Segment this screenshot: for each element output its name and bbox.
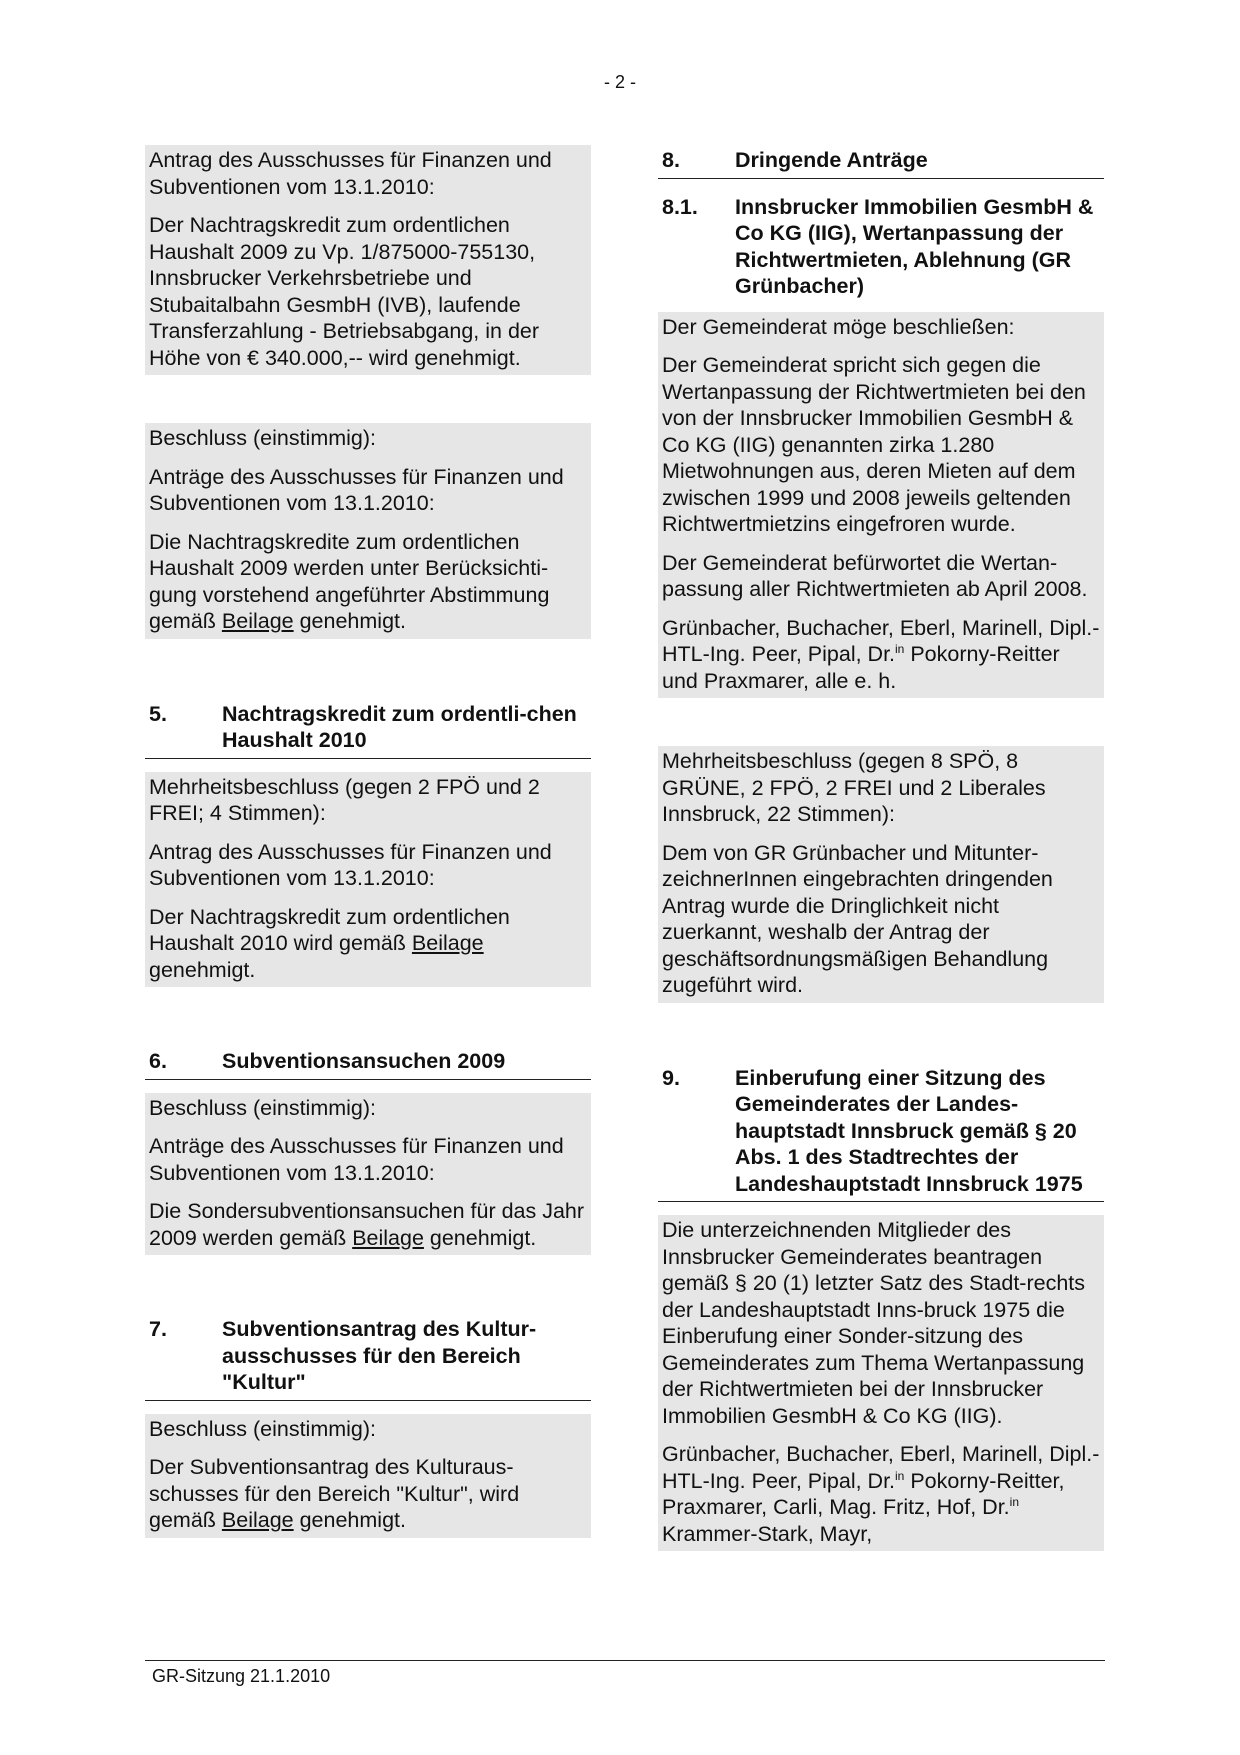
section-6-title: Subventionsansuchen 2009 [222, 1049, 506, 1073]
mehrheitsbeschluss-label: Mehrheitsbeschluss (gegen 8 SPÖ, 8 GRÜNE, 2 FPÖ, 2 FREI und 2 Liberales Innsbruck, 22 Stimmen): [662, 749, 1046, 826]
beschluss-box [145, 423, 591, 639]
section-7-heading [145, 1314, 591, 1401]
section-8-1-text-2: Der Gemeinderat befürwortet die Wertan-passung aller Richtwertmieten ab April 2008. [662, 550, 1088, 601]
section-6-box [145, 1093, 591, 1256]
section-9-heading [658, 1063, 1104, 1203]
section-6-text: Die Sondersubventionsansuchen für das Jahr 2009 werden gemäß Beilage genehmigt. [149, 1199, 585, 1250]
section-7-box [145, 1414, 591, 1538]
section-5-antrag: Antrag des Ausschusses für Finanzen und Subventionen vom 13.1.2010: [149, 839, 552, 890]
section-5-box [145, 772, 591, 988]
beilage-link[interactable]: Beilage [411, 931, 484, 955]
section-6-beschluss: Beschluss (einstimmig): [149, 1095, 376, 1120]
section-8-1-box [658, 312, 1104, 699]
section-5-heading [145, 699, 591, 759]
section-8-number: 8. [662, 148, 680, 172]
antrag-heading: Antrag des Ausschusses für Finanzen und Subventionen vom 13.1.2010: [149, 148, 552, 199]
section-8-1-title: Innsbrucker Immobilien GesmbH & Co KG (IIG), Wertanpassung der Richtwertmieten, Ablehnung (GR Grünbacher) [735, 194, 1094, 298]
mehrheitsbeschluss-box [658, 746, 1104, 1003]
section-9-box [658, 1215, 1104, 1551]
section-6-heading [145, 1046, 591, 1080]
mehrheitsbeschluss-text: Dem von GR Grünbacher und Mitunter-zeichnerInnen eingebrachten dringenden Antrag wurde die Dringlichkeit nicht zuerkannt, weshalb der Antrag der geschäftsordnungsmäßigen Behandlung zugeführt wird. [662, 840, 1053, 997]
section-8-1-number: 8.1. [662, 194, 698, 219]
antrag-box-top [145, 145, 591, 375]
section-7-text: Der Subventionsantrag des Kulturaus-schusses für den Bereich "Kultur", wird gemäß Beilage genehmigt. [149, 1455, 520, 1532]
beilage-link[interactable]: Beilage [221, 609, 294, 633]
left-column [145, 145, 591, 1538]
footer-text: GR-Sitzung 21.1.2010 [152, 1666, 331, 1686]
section-8-1-signatories: Grünbacher, Buchacher, Eberl, Marinell, Dipl.-HTL-Ing. Peer, Pipal, Dr.$^{in}$ Pokorny-Reitter und Praxmarer, alle e. h. [662, 615, 1100, 693]
beschluss-antrag: Anträge des Ausschusses für Finanzen und Subventionen vom 13.1.2010: [149, 464, 564, 515]
right-column [658, 145, 1104, 1551]
page-number: - 2 - [603, 72, 636, 92]
beschluss-label: Beschluss (einstimmig): [149, 426, 376, 450]
section-7-beschluss: Beschluss (einstimmig): [149, 1416, 376, 1441]
beilage-link[interactable]: Beilage [352, 1225, 424, 1250]
section-9-title: Einberufung einer Sitzung des Gemeinderates der Landes-hauptstadt Innsbruck gemäß § 20 Abs. 1 des Stadtrechtes der Landeshauptstadt Innsbruck 1975 [735, 1065, 1083, 1196]
section-8-heading [658, 145, 1104, 179]
section-8-title: Dringende Anträge [735, 148, 928, 172]
section-6-number: 6. [149, 1049, 167, 1073]
section-9-text: Die unterzeichnenden Mitglieder des Innsbrucker Gemeinderates beantragen gemäß § 20 (1) letzter Satz des Stadt-rechts der Landeshauptstadt Inns-bruck 1975 die Einberufung einer Sonder-sitzung des Gemeinderates zum Thema Wertanpassung der Richtwertmieten bei der Innsbrucker Immobilien GesmbH & Co KG (IIG). [662, 1218, 1086, 1428]
section-5-number: 5. [149, 701, 167, 726]
section-5-text: Der Nachtragskredit zum ordentlichen Haushalt 2010 wird gemäß Beilage genehmigt. [149, 904, 510, 982]
section-8-1-intro: Der Gemeinderat möge beschließen: [662, 314, 1015, 339]
section-8-1-heading [658, 192, 1104, 304]
section-9-signatories: Grünbacher, Buchacher, Eberl, Marinell, Dipl.-HTL-Ing. Peer, Pipal, Dr.$^{in}$ Pokorny-Reitter, Praxmarer, Carli, Mag. Fritz, Hof, Dr.$^{in}$ Krammer-Stark, Mayr, [662, 1442, 1100, 1546]
antrag-text: Der Nachtragskredit zum ordentlichen Haushalt 2009 zu Vp. 1/875000-755130, Innsbrucker Verkehrsbetriebe und Stubaitalbahn GesmbH (IVB), laufende Transferzahlung - Betriebsabgang, in der Höhe von € 340.000,-- wird genehmigt. [149, 213, 540, 370]
section-7-number: 7. [149, 1317, 167, 1341]
section-8-1-text: Der Gemeinderat spricht sich gegen die Wertanpassung der Richtwertmieten bei den von der Innsbrucker Immobilien GesmbH & Co KG (IIG) genannten zirka 1.280 Mietwohnungen aus, deren Mieten auf dem zwischen 1999 und 2008 jeweils geltenden Richtwertmietzins eingefroren wurde. [662, 353, 1086, 536]
section-9-number: 9. [662, 1065, 680, 1090]
section-5-title: Nachtragskredit zum ordentli-chen Haushalt 2010 [222, 701, 577, 752]
section-7-title: Subventionsantrag des Kultur-ausschusses für den Bereich "Kultur" [222, 1317, 537, 1394]
section-5-beschluss: Mehrheitsbeschluss (gegen 2 FPÖ und 2 FREI; 4 Stimmen): [149, 774, 540, 825]
beilage-link[interactable]: Beilage [221, 1508, 294, 1532]
beschluss-text: Die Nachtragskredite zum ordentlichen Haushalt 2009 werden unter Berücksichti-gung vorstehend angeführter Abstimmung gemäß Beilage genehmigt. [149, 529, 550, 633]
section-6-antrag: Anträge des Ausschusses für Finanzen und Subventionen vom 13.1.2010: [149, 1134, 564, 1185]
footer-divider [145, 1660, 1105, 1661]
